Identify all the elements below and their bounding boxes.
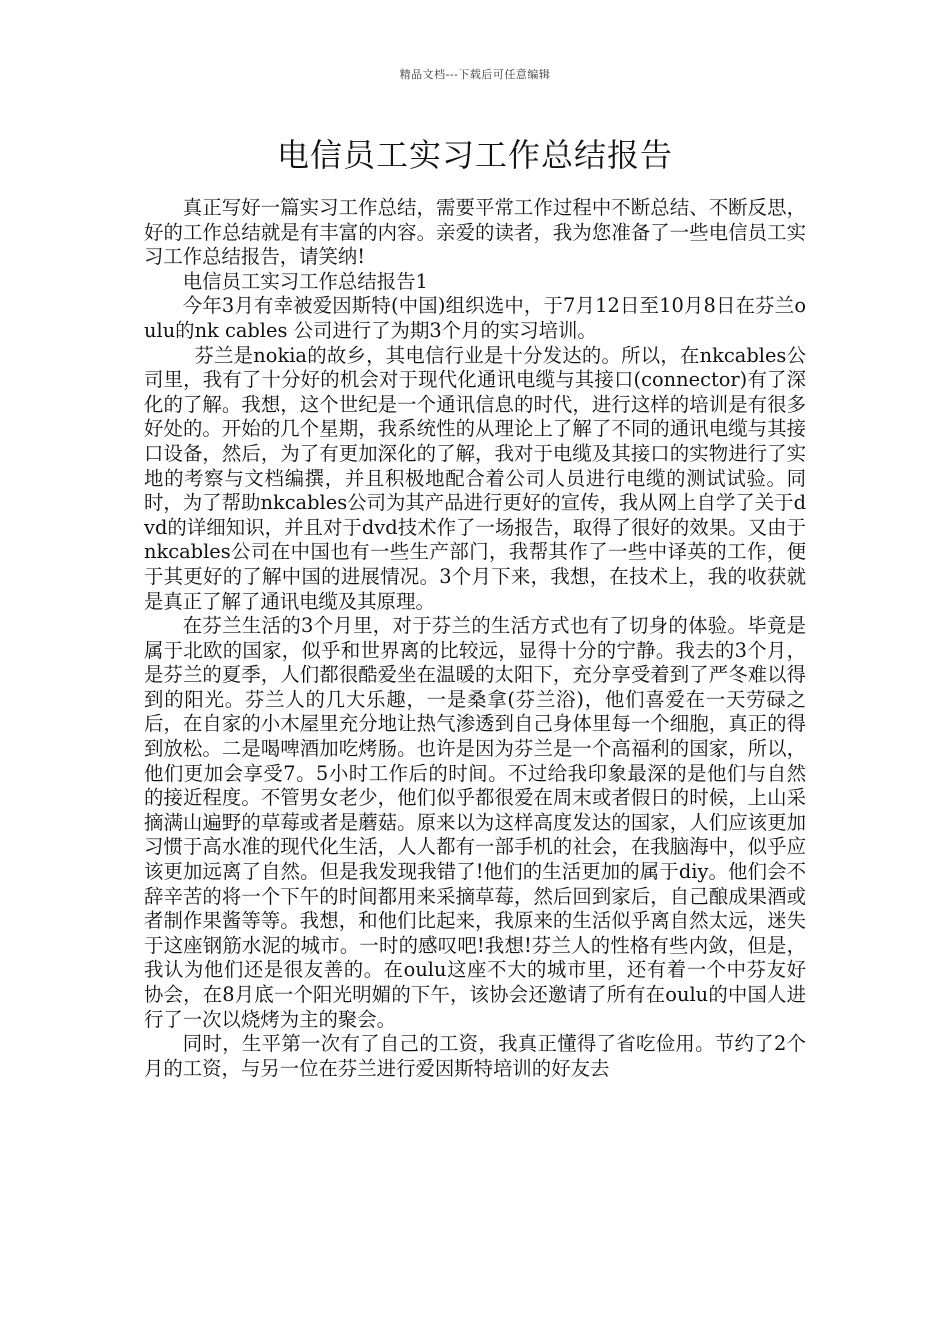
body-paragraph: 在芬兰生活的3个月里，对于芬兰的生活方式也有了切身的体验。毕竟是属于北欧的国家，似乎和世界离的比较远，显得十分的宁静。我去的3个月，是芬兰的夏季，人们都很酷爱坐在温暖的太阳下，充分享受着到了严冬难以得到的阳光。芬兰人的几大乐趣，一是桑拿(芬兰浴)，他们喜爱在一天劳碌之后，在自家的小木屋里充分地让热气渗透到自己身体里每一个细胞，真正的得到放松。二是喝啤酒加吃烤肠。也许是因为芬兰是一个高福利的国家，所以，他们更加会享受7。5小时工作后的时间。不过给我印象最深的是他们与自然的接近程度。不管男女老少，他们似乎都很爱在周末或者假日的时候，上山采摘满山遍野的草莓或者是蘑菇。原来以为这样高度发达的国家，人们应该更加习惯于高水准的现代化生活，人人都有一部手机的社会，在我脑海中，似乎应该更加远离了自然。但是我发现我错了!他们的生活更加的属于diy。他们会不辞辛苦的将一个下午的时间都用来采摘草莓，然后回到家后，自己酿成果酒或者制作果酱等等。我想，和他们比起来，我原来的生活似乎离自然太远，迷失于这座钢筋水泥的城市。一时的感叹吧!我想!芬兰人的性格有些内敛，但是，我认为他们还是很友善的。在oulu这座不大的城市里，还有着一个中芬友好协会，在8月底一个阳光明媚的下午，该协会还邀请了所有在oulu的中国人进行了一次以烧烤为主的聚会。 [144, 614, 806, 1031]
document-title: 电信员工实习工作总结报告 [276, 136, 673, 174]
body-paragraph: 今年3月有幸被爱因斯特(中国)组织选中，于7月12日至10月8日在芬兰oulu的nk cables 公司进行了为期3个月的实习培训。 [144, 294, 806, 342]
intro-paragraph: 真正写好一篇实习工作总结，需要平常工作过程中不断总结、不断反思，好的工作总结就是有丰富的内容。亲爱的读者，我为您准备了一些电信员工实习工作总结报告，请笑纳! [144, 196, 806, 269]
body-paragraph: 同时，生平第一次有了自己的工资，我真正懂得了省吃俭用。节约了2个月的工资，与另一位在芬兰进行爱因斯特培训的好友去 [144, 1032, 806, 1080]
section-heading: 电信员工实习工作总结报告1 [182, 269, 428, 293]
body-paragraph: 芬兰是nokia的故乡，其电信行业是十分发达的。所以，在nkcables公司里，我有了十分好的机会对于现代化通讯电缆与其接口(connector)有了深化的了解。我想，这个世纪是一个通讯信息的时代，进行这样的培训是有很多好处的。开始的几个星期，我系统性的从理论上了解了不同的通讯电缆与其接口设备，然后，为了有更加深化的了解，我对于电缆及其接口的实物进行了实地的考察与文档编撰，并且积极地配合着公司人员进行电缆的测试试验。同时，为了帮助nkcables公司为其产品进行更好的宣传，我从网上自学了关于dvd的详细知识，并且对于dvd技术作了一场报告，取得了很好的效果。又由于nkcables公司在中国也有一些生产部门，我帮其作了一些中译英的工作，便于其更好的了解中国的进展情况。3个月下来，我想，在技术上，我的收获就是真正了解了通讯电缆及其原理。 [144, 343, 806, 613]
document-body [144, 196, 806, 1081]
header-note: 精品文档---下载后可任意编辑 [399, 68, 551, 81]
